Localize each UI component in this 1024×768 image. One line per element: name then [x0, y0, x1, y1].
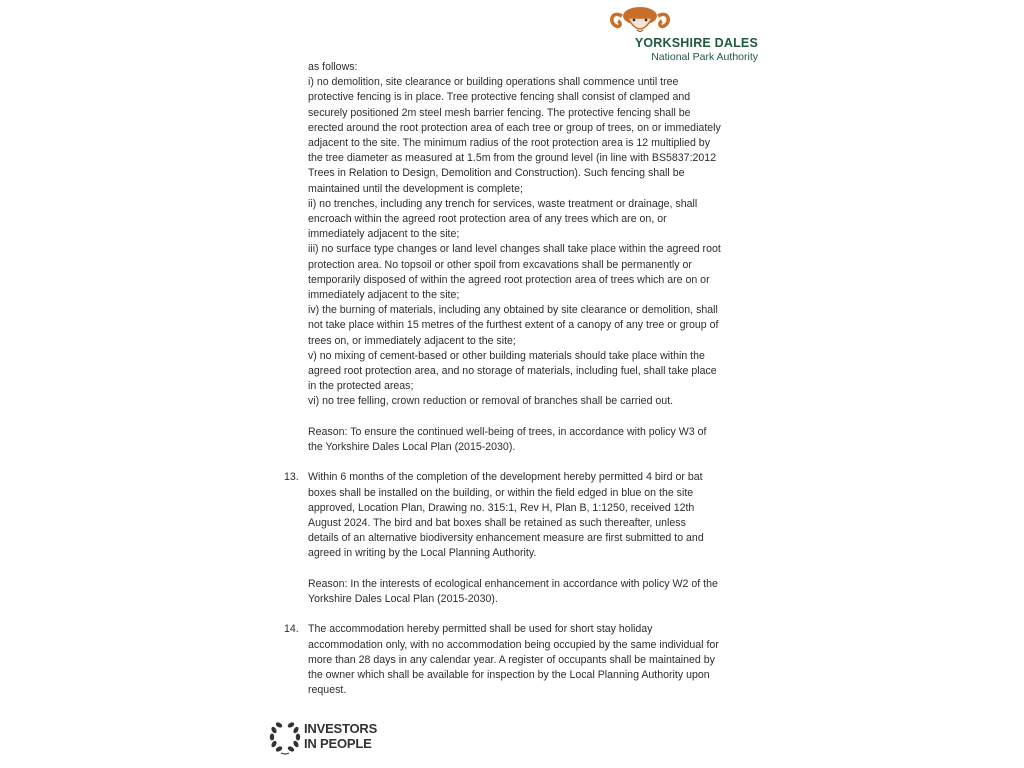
text-line: Reason: To ensure the continued well-being of trees, in accordance with policy W3 of — [308, 425, 707, 438]
spacer — [308, 607, 778, 622]
text-line: agreed in writing by the Local Planning Authority. — [308, 547, 537, 560]
text-line: Yorkshire Dales Local Plan (2015-2030). — [308, 593, 498, 606]
iip-line-1: INVESTORS — [304, 721, 378, 736]
spacer — [308, 455, 778, 470]
org-title: YORKSHIRE DALES — [634, 36, 758, 50]
text-line: the owner which shall be available for inspection by the Local Planning Authority upon — [308, 669, 710, 682]
text-line: more than 28 days in any calendar year. A register of occupants shall be maintained by — [308, 653, 715, 666]
text-line: The accommodation hereby permitted shall be used for short stay holiday — [308, 623, 653, 636]
text-line: immediately adjacent to the site; — [308, 228, 460, 241]
text-line: encroach within the agreed root protection area of any trees which are on, or — [308, 213, 667, 226]
org-subtitle: National Park Authority — [651, 51, 758, 63]
text-line: accommodation only, with no accommodation being occupied by the same individual for — [308, 638, 719, 651]
text-line: adjacent to the site. The minimum radius of the root protection area is 12 multiplied by — [308, 137, 710, 150]
text-line: ii) no trenches, including any trench for services, waste treatment or drainage, shall — [308, 197, 698, 210]
reason-13 — [308, 577, 778, 607]
investors-in-people-logo — [268, 718, 408, 758]
text-line: not take place within 15 metres of the furthest extent of a canopy of any tree or group of — [308, 319, 719, 332]
text-line: Reason: In the interests of ecological enhancement in accordance with policy W2 of the — [308, 577, 718, 590]
text-line: Within 6 months of the completion of the development hereby permitted 4 bird or bat — [308, 471, 703, 484]
text-line: vi) no tree felling, crown reduction or removal of branches shall be carried out. — [308, 395, 674, 408]
condition-14 — [284, 622, 778, 698]
text-line: protection area. No topsoil or other spoil from excavations shall be permanently or — [308, 258, 692, 271]
iip-line-2: IN PEOPLE — [304, 736, 372, 751]
iip-text — [304, 721, 377, 751]
text-line: Trees in Relation to Design, Demolition and Construction). Such fencing shall be — [308, 167, 685, 180]
condition-number: 13. — [284, 471, 299, 484]
text-line: protective fencing is in place. Tree protective fencing shall consist of clamped and — [308, 91, 691, 104]
text-line: request. — [308, 684, 347, 697]
text-line: details of an alternative biodiversity enhancement measure are first submitted to and — [308, 532, 704, 545]
text-line: as follows: — [308, 61, 358, 73]
text-line: securely positioned 2m steel mesh barrier fencing. The protective fencing shall be — [308, 106, 691, 119]
yorkshire-dales-logo — [608, 4, 768, 64]
text-line: v) no mixing of cement-based or other building materials should take place within the — [308, 349, 705, 362]
text-line: iii) no surface type changes or land level changes shall take place within the agreed root — [308, 243, 721, 256]
ram-head-icon — [608, 4, 672, 38]
text-line: i) no demolition, site clearance or building operations shall commence until tree — [308, 76, 679, 89]
text-line: immediately adjacent to the site; — [308, 289, 460, 302]
laurel-wreath-icon — [268, 718, 302, 756]
text-line: trees on, or immediately adjacent to the site; — [308, 334, 516, 347]
text-line: iv) the burning of materials, including any obtained by site clearance or demolition, shall — [308, 304, 718, 317]
text-line: agreed root protection area, and no storage of materials, including fuel, shall take place — [308, 365, 717, 378]
condition-13 — [284, 470, 778, 561]
text-line: August 2024. The bird and bat boxes shall be retained as such thereafter, unless — [308, 517, 686, 530]
spacer — [308, 562, 778, 577]
text-line: in the protected areas; — [308, 380, 414, 393]
text-line: the Yorkshire Dales Local Plan (2015-2030). — [308, 441, 516, 454]
condition-number: 14. — [284, 623, 299, 636]
text-line: boxes shall be installed on the building, or within the field edged in blue on the site — [308, 486, 694, 499]
reason-12 — [308, 425, 778, 455]
document-body — [284, 60, 778, 698]
spacer — [308, 410, 778, 425]
text-line: erected around the root protection area of each tree or group of trees, on or immediately — [308, 121, 721, 134]
text-line: the tree diameter as measured at 1.5m from the ground level (in line with BS5837:2012 — [308, 152, 717, 165]
text-line: maintained until the development is complete; — [308, 182, 523, 195]
condition-12-continuation — [308, 60, 778, 410]
text-line: temporarily disposed of within the agreed root protection area of trees which are on or — [308, 273, 710, 286]
text-line: approved, Location Plan, Drawing no. 315:1, Rev H, Plan B, 1:1250, received 12th — [308, 501, 695, 514]
